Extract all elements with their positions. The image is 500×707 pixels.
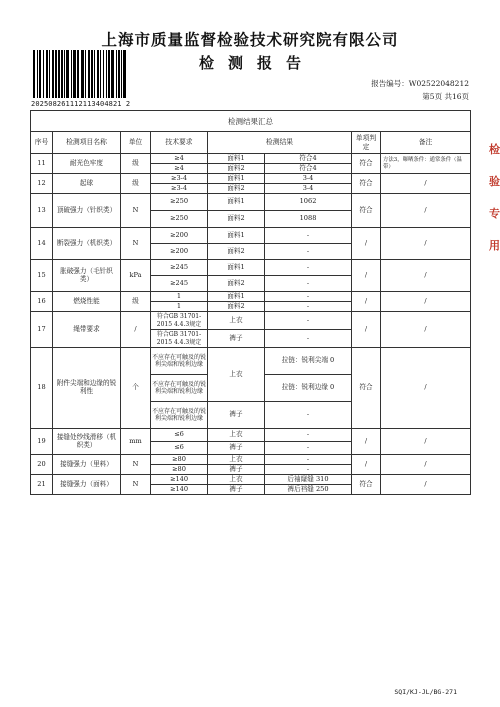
col-unit: 单位 [121, 132, 151, 154]
cell-part: 上衣 [208, 348, 265, 402]
cell-value: - [265, 292, 352, 302]
cell-note: / [381, 429, 471, 455]
col-result: 检测结果 [208, 132, 352, 154]
cell-value: - [265, 330, 352, 348]
org-title: 上海市质量监督检验技术研究院有限公司 [101, 30, 399, 49]
cell-part: 面料1 [208, 228, 265, 244]
cell-note: / [381, 194, 471, 228]
cell-req: ≥4 [151, 154, 208, 164]
cell-no: 17 [31, 312, 53, 348]
report-number: 报告编号：W02522048212 [371, 79, 469, 88]
cell-note: / [381, 475, 471, 495]
cell-no: 20 [31, 455, 53, 475]
col-judge: 单项判定 [352, 132, 381, 154]
col-req: 技术要求 [151, 132, 208, 154]
cell-part: 面料2 [208, 276, 265, 292]
report-title: 检测报告 [198, 54, 315, 72]
cell-item: 接缝处纱线滑移（机织类） [53, 429, 121, 455]
table-caption: 检测结果汇总 [31, 111, 471, 132]
cell-item: 接缝强力（面料） [53, 475, 121, 495]
cell-req: ≥200 [151, 244, 208, 260]
cell-unit: 级 [121, 292, 151, 312]
cell-part: 面料1 [208, 292, 265, 302]
cell-unit: kPa [121, 260, 151, 292]
cell-value: - [265, 276, 352, 292]
cell-judge: 符合 [352, 154, 381, 174]
cell-judge: 符合 [352, 348, 381, 429]
form-code: SQI/KJ-JL/BG-271 [394, 688, 457, 696]
cell-item: 附件尖端和边缘的锐利性 [53, 348, 121, 429]
cell-part: 裤子 [208, 485, 265, 495]
cell-unit: N [121, 455, 151, 475]
cell-unit: / [121, 312, 151, 348]
cell-judge: 符合 [352, 194, 381, 228]
cell-value: 拉链：锐利边缘 0 [265, 375, 352, 402]
cell-no: 11 [31, 154, 53, 174]
cell-req: ≥3-4 [151, 174, 208, 184]
table-row [31, 260, 471, 276]
cell-value: 符合4 [265, 164, 352, 174]
cell-req: ≥140 [151, 475, 208, 485]
cell-note: / [381, 174, 471, 194]
cell-unit: N [121, 228, 151, 260]
cell-part: 裤子 [208, 442, 265, 455]
cell-req: ≤6 [151, 442, 208, 455]
cell-unit: 级 [121, 174, 151, 194]
table-row [31, 174, 471, 184]
cell-req: ≥250 [151, 194, 208, 211]
cell-value: - [265, 402, 352, 429]
cell-part: 面料2 [208, 244, 265, 260]
cell-part: 面料1 [208, 260, 265, 276]
cell-value: - [265, 302, 352, 312]
cell-part: 上衣 [208, 312, 265, 330]
cell-item: 接缝强力（里料） [53, 455, 121, 475]
cell-value: - [265, 244, 352, 260]
cell-judge: 符合 [352, 475, 381, 495]
cell-value: - [265, 455, 352, 465]
cell-item: 胀破强力（毛针织类） [53, 260, 121, 292]
cell-judge: / [352, 292, 381, 312]
cell-no: 13 [31, 194, 53, 228]
cell-value: - [265, 312, 352, 330]
cell-req: ≥245 [151, 276, 208, 292]
cell-part: 面料2 [208, 164, 265, 174]
cell-value: 符合4 [265, 154, 352, 164]
cell-value: 拉链：锐利尖端 0 [265, 348, 352, 375]
cell-no: 21 [31, 475, 53, 495]
cell-judge: / [352, 455, 381, 475]
table-row [31, 292, 471, 302]
cell-req: 符合GB 31701-2015 4.4.3规定 [151, 312, 208, 330]
barcode [33, 50, 128, 98]
table-row [31, 194, 471, 211]
cell-note: / [381, 228, 471, 260]
cell-note: / [381, 312, 471, 348]
cell-item: 断裂强力（机织类） [53, 228, 121, 260]
results-table [30, 110, 471, 495]
table-row [31, 475, 471, 485]
cell-req: 不应存在可触及的锐利尖端和锐利边缘 [151, 375, 208, 402]
cell-req: ≥3-4 [151, 184, 208, 194]
col-no: 序号 [31, 132, 53, 154]
page-number: 第5页 共16页 [422, 92, 469, 101]
cell-value: - [265, 465, 352, 475]
cell-part: 面料1 [208, 194, 265, 211]
cell-req: ≥80 [151, 465, 208, 475]
cell-value: 1062 [265, 194, 352, 211]
cell-part: 面料2 [208, 184, 265, 194]
cell-no: 18 [31, 348, 53, 429]
cell-item: 燃烧性能 [53, 292, 121, 312]
cell-judge: / [352, 260, 381, 292]
cell-no: 16 [31, 292, 53, 312]
cell-unit: mm [121, 429, 151, 455]
cell-part: 裤子 [208, 465, 265, 475]
cell-req: ≥140 [151, 485, 208, 495]
cell-value: - [265, 429, 352, 442]
cell-req: 不应存在可触及的锐利尖端和锐利边缘 [151, 348, 208, 375]
cell-req: ≥4 [151, 164, 208, 174]
cell-req: 符合GB 31701-2015 4.4.3规定 [151, 330, 208, 348]
cell-unit: 级 [121, 154, 151, 174]
table-row [31, 228, 471, 244]
cell-req: 不应存在可触及的锐利尖端和锐利边缘 [151, 402, 208, 429]
cell-judge: 符合 [352, 174, 381, 194]
cell-req: ≥245 [151, 260, 208, 276]
table-row [31, 348, 471, 375]
table-row [31, 455, 471, 465]
cell-req: ≥80 [151, 455, 208, 465]
cell-judge: / [352, 312, 381, 348]
cell-value: 1088 [265, 211, 352, 228]
cell-value: - [265, 228, 352, 244]
cell-item: 耐光色牢度 [53, 154, 121, 174]
cell-judge: / [352, 429, 381, 455]
cell-req: ≥200 [151, 228, 208, 244]
cell-note: / [381, 455, 471, 475]
cell-judge: / [352, 228, 381, 260]
col-item: 检测项目名称 [53, 132, 121, 154]
cell-value: 后袖窿缝 310 [265, 475, 352, 485]
cell-part: 上衣 [208, 429, 265, 442]
cell-part: 上衣 [208, 455, 265, 465]
cell-unit: 个 [121, 348, 151, 429]
cell-part: 面料2 [208, 302, 265, 312]
cell-part: 面料2 [208, 211, 265, 228]
cell-req: ≤6 [151, 429, 208, 442]
cell-item: 绳带要求 [53, 312, 121, 348]
cell-note: / [381, 292, 471, 312]
cell-no: 15 [31, 260, 53, 292]
cell-value: - [265, 442, 352, 455]
cell-part: 上衣 [208, 475, 265, 485]
cell-no: 19 [31, 429, 53, 455]
cell-req: 1 [151, 292, 208, 302]
table-row [31, 154, 471, 164]
table-row [31, 312, 471, 330]
cell-value: 3-4 [265, 174, 352, 184]
cell-unit: N [121, 475, 151, 495]
cell-note: / [381, 348, 471, 429]
cell-no: 12 [31, 174, 53, 194]
cell-item: 顶破强力（针织类） [53, 194, 121, 228]
cell-no: 14 [31, 228, 53, 260]
cell-part: 裤子 [208, 402, 265, 429]
barcode-number: 202508261112113404821 2 [31, 100, 131, 108]
cell-value: 裤后裆缝 250 [265, 485, 352, 495]
cell-req: ≥250 [151, 211, 208, 228]
cell-item: 起球 [53, 174, 121, 194]
cell-unit: N [121, 194, 151, 228]
seal-stamp: 检 验 专 用 [489, 143, 500, 252]
cell-value: 3-4 [265, 184, 352, 194]
table-row [31, 429, 471, 442]
cell-value: - [265, 260, 352, 276]
cell-req: 1 [151, 302, 208, 312]
cell-note: 方法3，曝晒条件：通常条件（温带） [381, 154, 471, 174]
cell-part: 面料1 [208, 154, 265, 164]
cell-note: / [381, 260, 471, 292]
cell-part: 面料1 [208, 174, 265, 184]
cell-part: 裤子 [208, 330, 265, 348]
col-note: 备注 [381, 132, 471, 154]
